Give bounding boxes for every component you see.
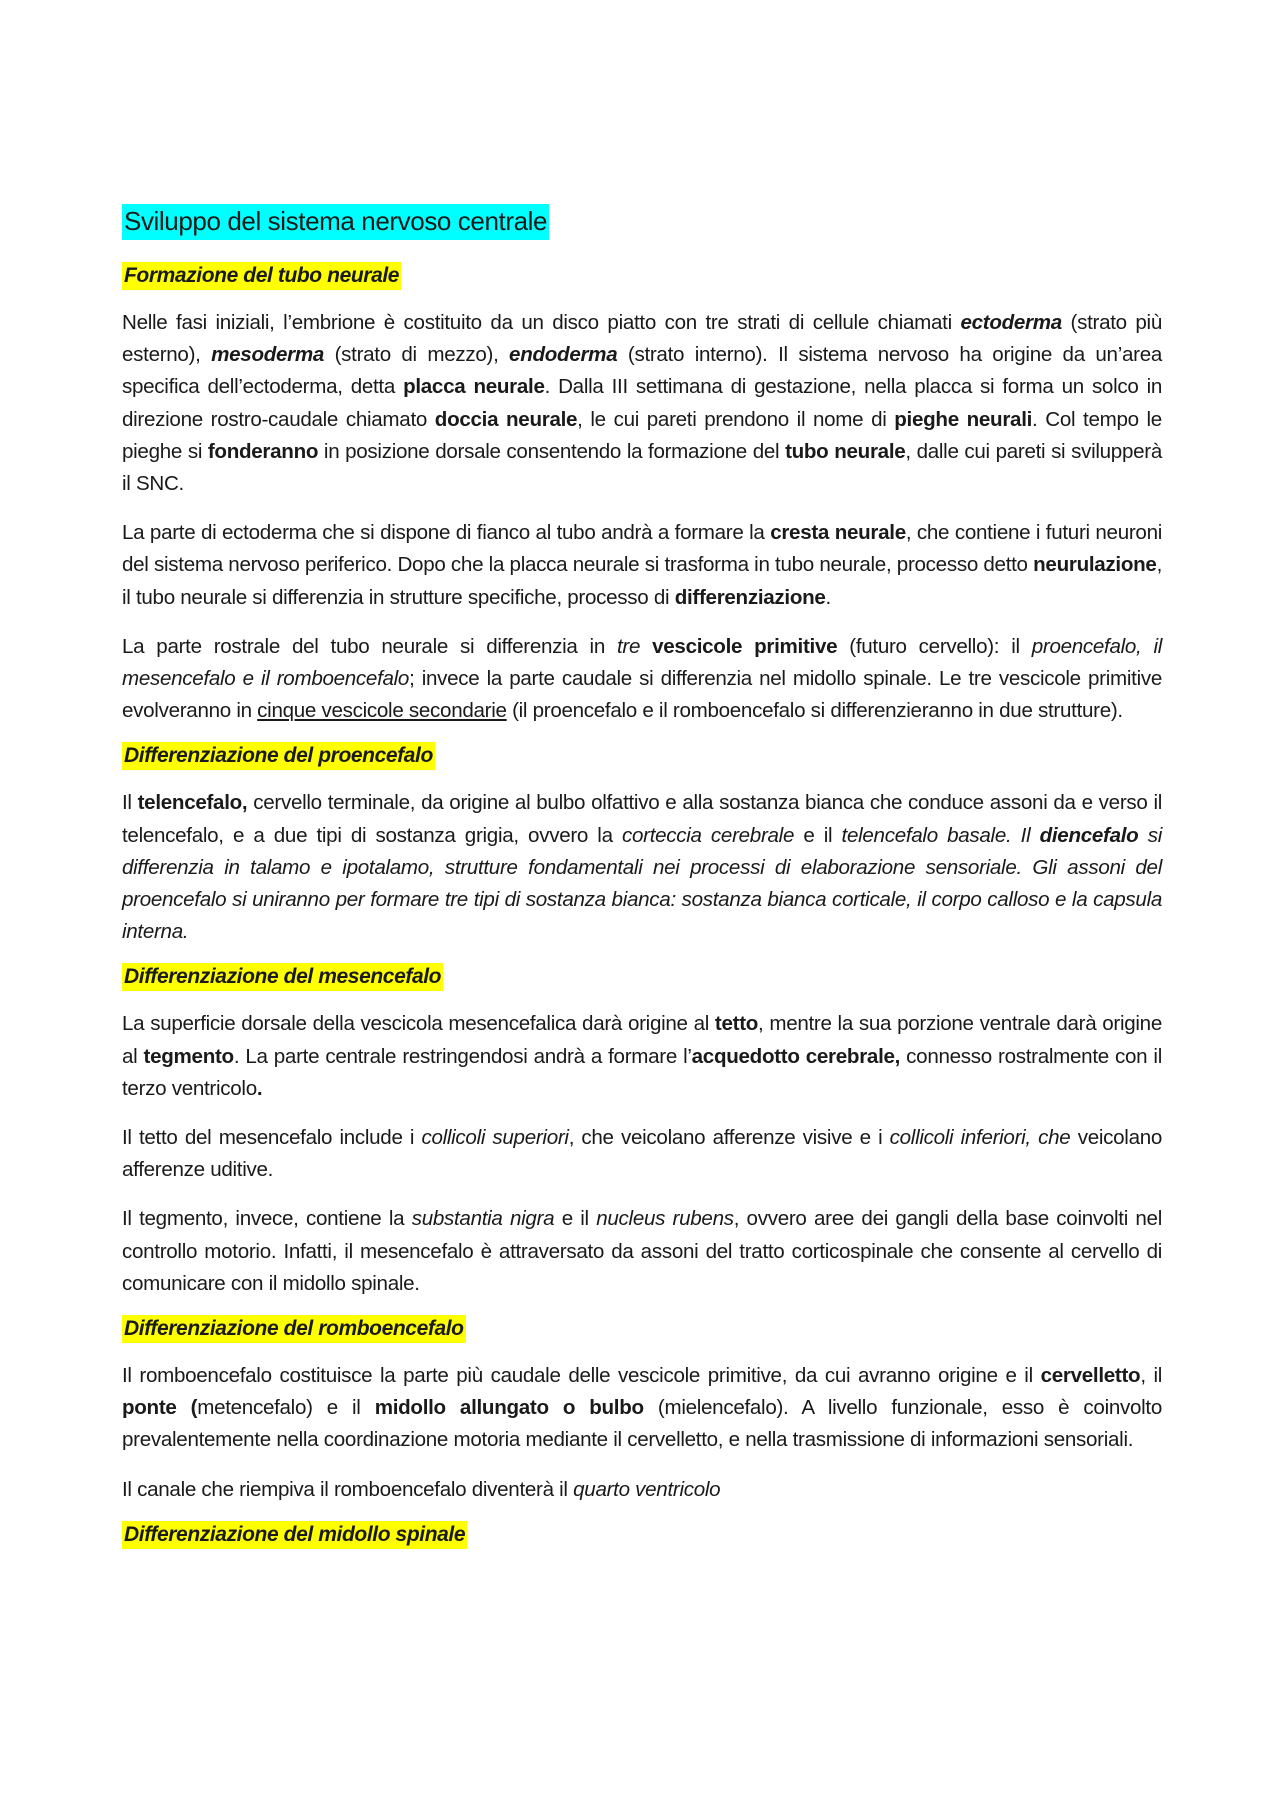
text-run: (strato interno). Il sistema nervoso ha origine da un’area specifica dell’ectoderma, detta: [122, 343, 1162, 399]
paragraph: [122, 1474, 1162, 1506]
emphasis-text: tre: [616, 634, 641, 658]
text-run: [675, 586, 826, 609]
text-run: [257, 699, 506, 722]
text-run: cervello terminale, da origine al bulbo olfattivo e alla sostanza bianca che conduce assoni da e verso il telencefalo, e a due tipi di sostanza grigia, ovvero la: [122, 791, 1162, 847]
text-run: [1033, 553, 1156, 576]
text-run: [770, 521, 906, 544]
paragraph: [122, 1008, 1162, 1105]
emphasis-text: .: [256, 1076, 263, 1100]
text-run: veicolano afferenze uditive.: [122, 1126, 1163, 1182]
text-run: [960, 311, 1061, 334]
emphasis-text: mesoderma: [211, 343, 325, 367]
text-run: in posizione dorsale consentendo la formazione del: [318, 439, 786, 463]
text-run: [1041, 1364, 1141, 1387]
text-run: [596, 1207, 733, 1230]
page-title: [122, 203, 1162, 239]
section-heading-text: Differenziazione del midollo spinale: [122, 1521, 467, 1549]
text-run: ; invece la parte caudale si differenzia nel midollo spinale. Le tre vescicole primitive evolveranno in: [122, 667, 1162, 723]
text-run: [138, 791, 248, 814]
text-run: , mentre la sua porzione ventrale darà origine al: [122, 1012, 1162, 1068]
document-page: [122, 203, 1162, 1566]
text-run: [617, 635, 640, 658]
emphasis-text: tegmento: [143, 1044, 234, 1068]
emphasis-text: vescicole primitive: [652, 634, 838, 658]
emphasis-text: substantia nigra: [411, 1207, 555, 1231]
text-run: . La parte centrale restringendosi andrà a formare l’: [233, 1044, 692, 1068]
section-heading: [122, 1314, 1162, 1344]
section-heading-text: Differenziazione del proencefalo: [122, 742, 435, 770]
text-run: [122, 1396, 197, 1419]
text-run: La parte di ectoderma che si dispone di fianco al tubo andrà a formare la: [122, 521, 771, 545]
text-run: (futuro cervello): il: [837, 634, 1032, 658]
section-heading: [122, 741, 1162, 771]
section-heading: [122, 1520, 1162, 1550]
emphasis-text: fonderanno: [207, 439, 319, 463]
emphasis-text: neurulazione: [1033, 553, 1157, 577]
text-run: (strato più esterno),: [122, 311, 1162, 367]
text-run: [622, 824, 794, 847]
text-run: Nelle fasi iniziali, l’embrione è costituito da un disco piatto con tre strati di cellule chiamati: [122, 311, 961, 334]
text-run: .: [825, 585, 831, 609]
text-run: (il proencefalo e il romboencefalo si differenzieranno in due strutture).: [506, 699, 1123, 723]
text-run: [435, 408, 577, 431]
text-run: [894, 408, 1032, 431]
section-heading-text: Differenziazione del romboencefalo: [122, 1315, 466, 1343]
paragraph: [122, 1122, 1162, 1186]
section-differenziazione-proencefalo: [122, 741, 1162, 948]
paragraph: [122, 787, 1162, 948]
text-run: (strato di mezzo),: [324, 343, 510, 367]
section-heading-text: Formazione del tubo neurale: [122, 262, 401, 290]
text-run: [692, 1045, 900, 1068]
section-differenziazione-romboencefalo: [122, 1314, 1162, 1506]
text-run: [509, 343, 617, 366]
text-run: (mielencefalo). A livello funzionale, esso è coinvolto prevalentemente nella coordinazione motoria mediante il cervelletto, e nella trasmissione di informazioni sensoriali.: [122, 1396, 1163, 1452]
text-run: [640, 635, 652, 658]
text-run: . Dalla III settimana di gestazione, nella placca si forma un solco in direzione rostro-caudale chiamato: [122, 375, 1163, 431]
emphasis-text: tubo neurale: [785, 439, 906, 463]
text-run: Il tetto del mesencefalo include i: [122, 1126, 422, 1150]
emphasis-text: doccia neurale: [434, 407, 578, 431]
emphasis-text: collicoli superiori: [421, 1126, 569, 1150]
section-heading: [122, 261, 1162, 291]
emphasis-text: acquedotto cerebrale,: [691, 1044, 901, 1068]
text-run: , che contiene i futuri neuroni del sistema nervoso periferico. Dopo che la placca neurale si trasforma in tubo neurale, processo detto: [122, 521, 1163, 577]
emphasis-text: endoderma: [509, 343, 618, 367]
text-run: La superficie dorsale della vescicola mesencefalica darà origine al: [122, 1012, 715, 1036]
text-run: e il: [794, 823, 842, 847]
emphasis-text: cresta neurale: [770, 521, 906, 545]
text-run: [421, 1126, 568, 1149]
text-run: [211, 343, 324, 366]
page-title-text: Sviluppo del sistema nervoso centrale: [122, 204, 549, 240]
section-differenziazione-mesencefalo: [122, 962, 1162, 1300]
paragraph: [122, 307, 1162, 500]
paragraph: [122, 1360, 1162, 1457]
emphasis-text: tetto: [714, 1012, 759, 1036]
emphasis-text: midollo allungato o bulbo: [374, 1396, 644, 1420]
text-run: [257, 1077, 262, 1100]
text-run: [144, 1045, 234, 1068]
text-run: Il tegmento, invece, contiene la: [122, 1207, 412, 1231]
text-run: [785, 440, 905, 463]
text-run: [412, 1207, 555, 1230]
emphasis-text: cinque vescicole secondarie: [257, 699, 507, 723]
emphasis-text: proencefalo, il mesencefalo e il romboencefalo: [122, 634, 1163, 691]
text-run: [652, 635, 837, 658]
paragraph: [122, 631, 1162, 728]
emphasis-text: collicoli inferiori, che: [889, 1126, 1071, 1150]
text-run: La parte rostrale del tubo neurale si differenzia in: [122, 634, 617, 658]
text-run: . Col tempo le pieghe si: [122, 407, 1162, 463]
emphasis-text: si differenzia in talamo e ipotalamo, strutture fondamentali nei processi di elaborazione sensoriale. Gli assoni del proencefalo si uniranno per formare tre tipi di sostanza bianca: sostanza bianca corticale, il corpo calloso e la capsula interna.: [122, 823, 1162, 944]
emphasis-text: pieghe neurali: [894, 407, 1033, 431]
text-run: [715, 1012, 758, 1035]
text-run: , dalle cui pareti si svilupperà il SNC.: [122, 439, 1162, 496]
emphasis-text: differenziazione: [674, 585, 826, 609]
emphasis-text: diencefalo: [1039, 823, 1139, 847]
text-run: , ovvero aree dei gangli della base coinvolti nel controllo motorio. Infatti, il mesencefalo è attraversato da assoni del tratto corticospinale che consente al cervello di comunicare con il midollo spinale.: [122, 1207, 1162, 1295]
text-run: [1040, 824, 1139, 847]
emphasis-text: nucleus rubens: [596, 1207, 734, 1231]
emphasis-text: ponte (: [122, 1396, 198, 1420]
emphasis-text: quarto ventricolo: [573, 1477, 721, 1501]
text-run: , le cui pareti prendono il nome di: [577, 407, 895, 431]
text-run: [842, 824, 1040, 847]
text-run: , che veicolano afferenze visive e i: [568, 1126, 890, 1150]
emphasis-text: cervelletto: [1040, 1364, 1141, 1388]
text-run: [403, 375, 545, 398]
text-run: e il: [554, 1207, 597, 1231]
text-run: [890, 1126, 1071, 1149]
emphasis-text: ectoderma: [960, 311, 1062, 334]
section-differenziazione-midollo-spinale: [122, 1520, 1162, 1550]
text-run: Il romboencefalo costituisce la parte più caudale delle vescicole primitive, da cui avranno origine e il: [122, 1364, 1041, 1388]
text-run: [208, 440, 318, 463]
emphasis-text: telencefalo,: [137, 791, 248, 815]
section-formazione-tubo-neurale: [122, 261, 1162, 727]
section-heading-text: Differenziazione del mesencefalo: [122, 963, 443, 991]
paragraph: [122, 1203, 1162, 1300]
text-run: [375, 1396, 644, 1419]
section-heading: [122, 962, 1162, 992]
emphasis-text: placca neurale: [403, 375, 545, 399]
emphasis-text: corteccia cerebrale: [621, 823, 795, 847]
text-run: , il: [1140, 1364, 1162, 1388]
emphasis-text: telencefalo basale. Il: [841, 823, 1040, 847]
text-run: Il canale che riempiva il romboencefalo diventerà il: [122, 1477, 574, 1501]
text-run: Il: [122, 791, 138, 815]
text-run: , il tubo neurale si differenzia in strutture specifiche, processo di: [122, 553, 1162, 609]
paragraph: [122, 517, 1162, 614]
text-run: [573, 1478, 720, 1501]
text-run: metencefalo) e il: [197, 1396, 375, 1420]
text-run: connesso rostralmente con il terzo ventricolo: [122, 1044, 1162, 1100]
